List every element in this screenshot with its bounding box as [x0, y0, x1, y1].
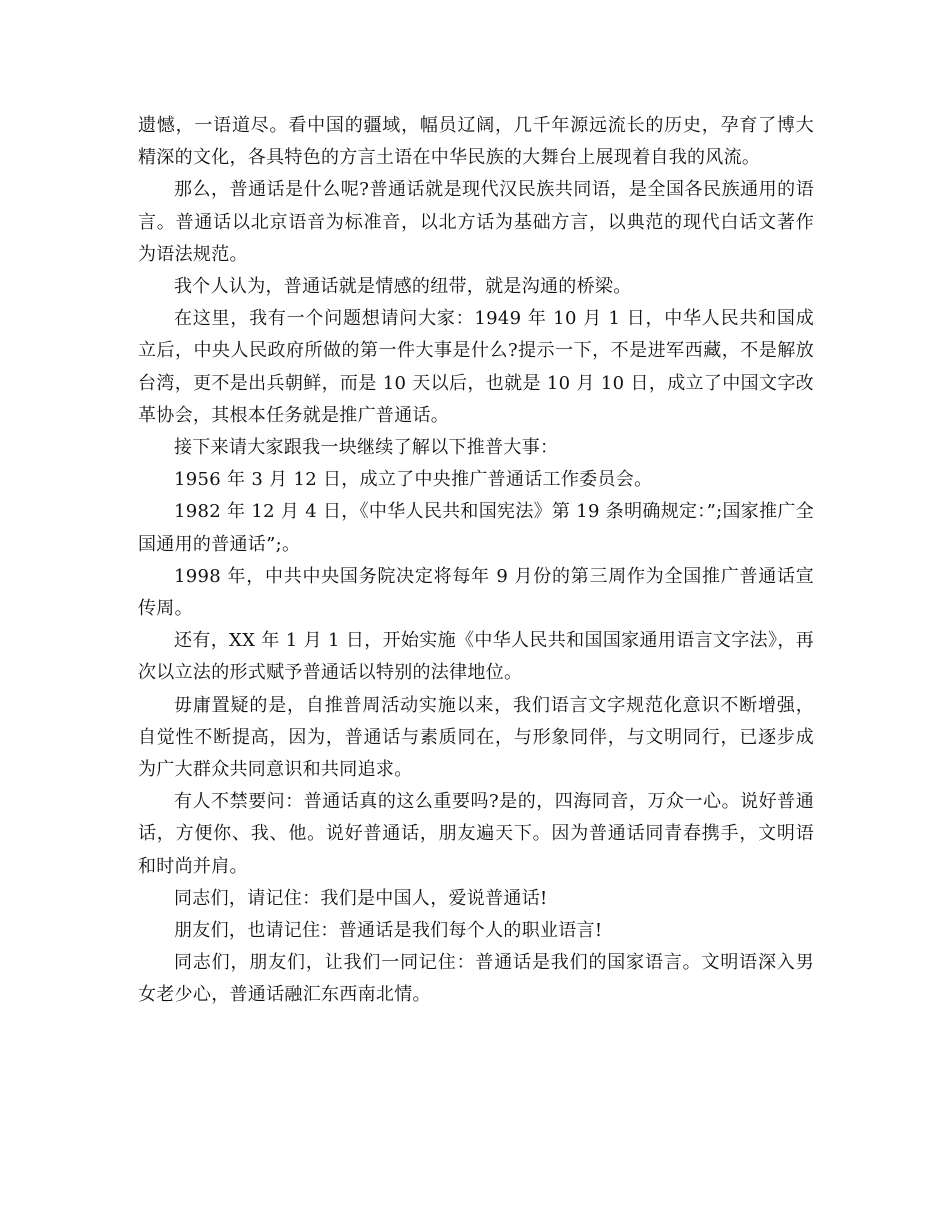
paragraph-6: 1956 年 3 月 12 日，成立了中央推广普通话工作委员会。 — [174, 469, 653, 491]
paragraph-11: 有人不禁要问：普通话真的这么重要吗?是的，四海同音，万众一心。说好普通话，方便你、我、他。说好普通话，朋友遍天下。因为普通话同青春携手，文明语和时尚并肩。 — [138, 791, 814, 877]
paragraph-7: 1982 年 12 月 4 日，《中华人民共和国宪法》第 19 条明确规定：”;国家推广全国通用的普通话”;。 — [138, 501, 814, 555]
paragraph-10: 毋庸置疑的是，自推普周活动实施以来，我们语言文字规范化意识不断增强，自觉性不断提高，因为，普通话与素质同在，与形象同伴，与文明同行，已逐步成为广大群众共同意识和共同追求。 — [138, 694, 814, 781]
paragraph-12: 同志们，请记住：我们是中国人，爱说普通话! — [174, 887, 548, 909]
paragraph-9: 还有，XX 年 1 月 1 日，开始实施《中华人民共和国国家通用语言文字法》，再次以立法的形式赋予普通话以特别的法律地位。 — [138, 630, 814, 684]
document-body — [138, 110, 814, 1012]
paragraph-4: 在这里，我有一个问题想请问大家：1949 年 10 月 1 日，中华人民共和国成立后，中央人民政府所做的第一件大事是什么?提示一下，不是进军西藏，不是解放台湾，更不是出兵朝鲜，而是 10 天以后，也就是 10 月 10 日，成立了中国文字改革协会，其根本任务就是推广普通话。 — [138, 308, 814, 426]
paragraph-13: 朋友们，也请记住：普通话是我们每个人的职业语言! — [174, 920, 603, 942]
paragraph-3: 我个人认为，普通话就是情感的纽带，就是沟通的桥梁。 — [174, 276, 632, 298]
paragraph-2: 那么，普通话是什么呢?普通话就是现代汉民族共同语，是全国各民族通用的语言。普通话以北京语音为标准音，以北方话为基础方言，以典范的现代白话文著作为语法规范。 — [138, 179, 814, 265]
paragraph-1: 遗憾，一语道尽。看中国的疆域，幅员辽阔，几千年源远流长的历史，孕育了博大精深的文化，各具特色的方言土语在中华民族的大舞台上展现着自我的风流。 — [138, 115, 814, 169]
paragraph-8: 1998 年，中共中央国务院决定将每年 9 月份的第三周作为全国推广普通话宣传周。 — [138, 565, 814, 620]
paragraph-14: 同志们，朋友们，让我们一同记住：普通话是我们的国家语言。文明语深入男女老少心，普通话融汇东西南北情。 — [138, 952, 814, 1006]
paragraph-5: 接下来请大家跟我一块继续了解以下推普大事： — [174, 437, 559, 459]
